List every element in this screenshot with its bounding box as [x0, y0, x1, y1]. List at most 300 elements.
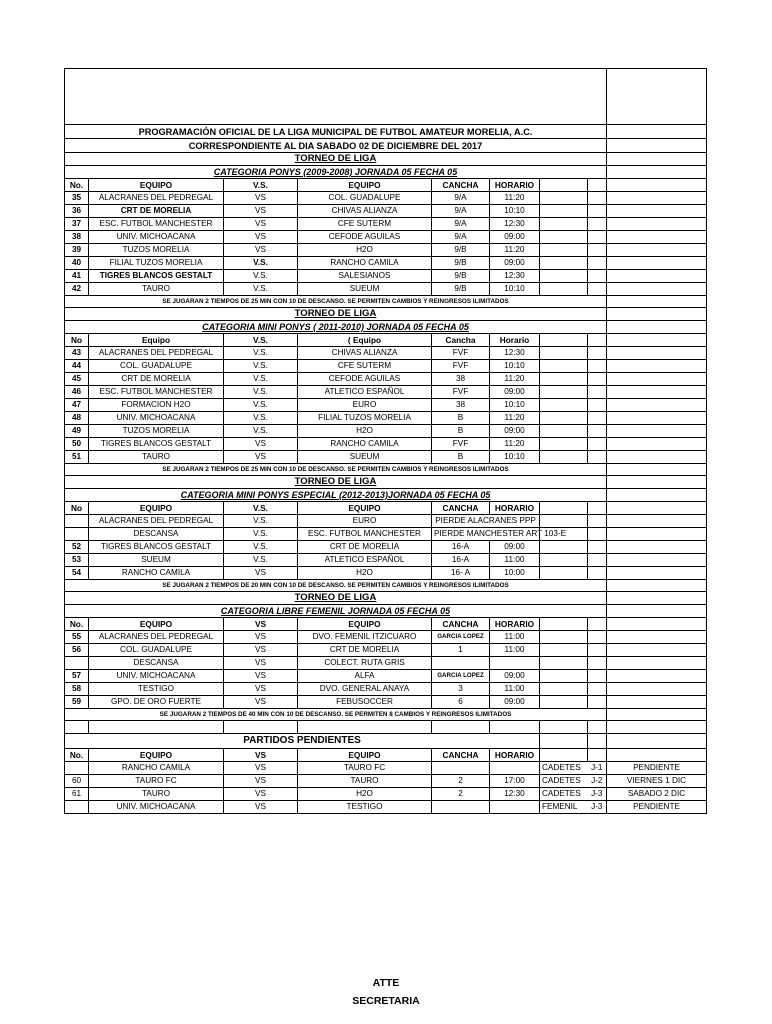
vs-label: V.S.	[224, 257, 298, 270]
side-cell	[607, 308, 707, 321]
column-header-row	[65, 502, 707, 515]
match-row	[65, 412, 707, 425]
match-number: 46	[65, 386, 89, 399]
equipo-visitante: SUEUM	[298, 451, 432, 464]
col-equipo-visitante-header: EQUIPO	[298, 618, 432, 631]
empty-cell	[607, 438, 707, 451]
match-row	[65, 231, 707, 244]
cancha: 9/A	[432, 218, 490, 231]
page-subtitle: CORRESPONDIENTE AL DIA SABADO 02 DE DICIEMBRE DEL 2017	[65, 139, 607, 153]
jornada-label: J-1	[588, 762, 607, 775]
empty-cell	[607, 218, 707, 231]
vs-label: VS	[224, 205, 298, 218]
categoria-title-text: CATEGORIA PONYS (2009-2008) JORNADA 05 FECHA 05	[213, 167, 458, 177]
categoria-row	[65, 605, 707, 618]
equipo-local: UNIV. MICHOACANA	[89, 412, 224, 425]
horario: 09:00	[490, 386, 540, 399]
empty-cell	[607, 644, 707, 657]
vs-label: V.S.	[224, 283, 298, 296]
match-row	[65, 399, 707, 412]
empty-cell	[607, 618, 707, 631]
match-row	[65, 205, 707, 218]
empty-cell	[588, 670, 607, 683]
cancha: 9/B	[432, 270, 490, 283]
cancha: 16-A	[432, 541, 490, 554]
col-equipo-visitante-header: ( Equipo	[298, 334, 432, 347]
empty-cell	[588, 749, 607, 762]
equipo-visitante: FILIAL TUZOS MORELIA	[298, 412, 432, 425]
side-cell	[607, 476, 707, 489]
cancha: FVF	[432, 347, 490, 360]
match-row	[65, 425, 707, 438]
horario: 10:10	[490, 283, 540, 296]
equipo-local: RANCHO CAMILA	[89, 762, 224, 775]
empty-cell	[540, 412, 588, 425]
empty-cell	[588, 657, 607, 670]
vs-label: VS	[224, 567, 298, 580]
equipo-visitante: DVO. FEMENIL ITZICUARO	[298, 631, 432, 644]
empty-cell	[607, 657, 707, 670]
equipo-local: GPO. DE ORO FUERTE	[89, 696, 224, 709]
empty-cell	[540, 425, 588, 438]
match-number	[65, 762, 89, 775]
empty-cell	[588, 618, 607, 631]
horario: 11:20	[490, 244, 540, 257]
equipo-visitante: CFE SUTERM	[298, 360, 432, 373]
equipo-visitante: CEFODE AGUILAS	[298, 231, 432, 244]
empty-cell	[588, 515, 607, 528]
schedule-sheet	[64, 68, 707, 814]
horario: 11:20	[490, 438, 540, 451]
horario: 12:30	[490, 788, 540, 801]
col-horario-header: HORARIO	[490, 618, 540, 631]
vs-label: V.S.	[224, 412, 298, 425]
horario: 17:00	[490, 775, 540, 788]
match-row	[65, 373, 707, 386]
equipo-local: UNIV. MICHOACANA	[89, 801, 224, 814]
match-row	[65, 541, 707, 554]
empty-cell	[607, 179, 707, 192]
pendientes-header-row	[65, 749, 707, 762]
match-row	[65, 283, 707, 296]
equipo-visitante: CFE SUTERM	[298, 218, 432, 231]
match-number: 53	[65, 554, 89, 567]
torneo-row	[65, 153, 707, 166]
equipo-visitante: H2O	[298, 244, 432, 257]
match-number: 44	[65, 360, 89, 373]
horario: 12:30	[490, 347, 540, 360]
empty-cell	[588, 334, 607, 347]
side-cell	[607, 592, 707, 605]
empty-cell	[607, 721, 707, 734]
pendientes-col-header: HORARIO	[490, 749, 540, 762]
empty-cell	[540, 696, 588, 709]
cancha: 9/B	[432, 244, 490, 257]
equipo-visitante: SUEUM	[298, 283, 432, 296]
match-number	[65, 801, 89, 814]
torneo-title	[65, 153, 607, 166]
match-row	[65, 696, 707, 709]
vs-label: VS	[224, 683, 298, 696]
equipo-local: FILIAL TUZOS MORELIA	[89, 257, 224, 270]
categoria-title	[65, 605, 607, 618]
empty-cell	[588, 451, 607, 464]
equipo-local: ALACRANES DEL PEDREGAL	[89, 347, 224, 360]
empty-cell	[588, 347, 607, 360]
empty-cell	[540, 373, 588, 386]
match-number: 42	[65, 283, 89, 296]
vs-label: VS	[224, 451, 298, 464]
equipo-local: TIGRES BLANCOS GESTALT	[89, 270, 224, 283]
torneo-title-text: TORNEO DE LIGA	[294, 308, 377, 319]
pendientes-col-header: CANCHA	[432, 749, 490, 762]
match-row	[65, 438, 707, 451]
equipo-local: COL. GUADALUPE	[89, 360, 224, 373]
pending-match-row	[65, 788, 707, 801]
empty-cell	[607, 696, 707, 709]
match-number: 57	[65, 670, 89, 683]
cancha: 16-A	[432, 554, 490, 567]
equipo-local: TIGRES BLANCOS GESTALT	[89, 541, 224, 554]
blank-side-cell	[607, 69, 707, 125]
col-vs-header: V.S.	[224, 502, 298, 515]
vs-label: V.S.	[224, 347, 298, 360]
match-number: 61	[65, 788, 89, 801]
equipo-visitante: TESTIGO	[298, 801, 432, 814]
equipo-visitante: RANCHO CAMILA	[298, 438, 432, 451]
vs-label: V.S.	[224, 425, 298, 438]
equipo-local: ESC. FUTBOL MANCHESTER	[89, 218, 224, 231]
col-horario-header: HORARIO	[490, 502, 540, 515]
empty-cell	[540, 231, 588, 244]
empty-cell	[588, 502, 607, 515]
empty-cell	[588, 192, 607, 205]
page-title: PROGRAMACIÓN OFICIAL DE LA LIGA MUNICIPAL DE FUTBOL AMATEUR MORELIA, A.C.	[65, 125, 607, 139]
subtitle-row	[65, 139, 707, 153]
col-equipo-local-header: EQUIPO	[89, 502, 224, 515]
empty-cell	[588, 179, 607, 192]
match-number: 45	[65, 373, 89, 386]
empty-cell	[540, 644, 588, 657]
match-number: 48	[65, 412, 89, 425]
empty-cell	[607, 244, 707, 257]
empty-cell	[607, 270, 707, 283]
pending-match-row	[65, 801, 707, 814]
vs-label: VS	[224, 438, 298, 451]
cancha	[432, 801, 490, 814]
empty-cell	[540, 270, 588, 283]
side-cell	[607, 489, 707, 502]
empty-cell	[298, 721, 432, 734]
equipo-visitante: CEFODE AGUILAS	[298, 373, 432, 386]
match-row	[65, 528, 707, 541]
empty-cell	[588, 231, 607, 244]
vs-label: VS	[224, 762, 298, 775]
equipo-local: SUEUM	[89, 554, 224, 567]
match-result: PIERDE MANCHESTER ART 103-E	[432, 528, 540, 541]
footer-atte: ATTE	[372, 977, 400, 989]
horario: 09:00	[490, 231, 540, 244]
cancha: 9/B	[432, 283, 490, 296]
categoria-title	[65, 489, 607, 502]
match-number: 38	[65, 231, 89, 244]
match-row	[65, 257, 707, 270]
cancha: 38	[432, 399, 490, 412]
equipo-visitante: CRT DE MORELIA	[298, 644, 432, 657]
horario: 10:10	[490, 451, 540, 464]
horario: 09:00	[490, 670, 540, 683]
equipo-local: RANCHO CAMILA	[89, 567, 224, 580]
match-row	[65, 386, 707, 399]
col-horario-header: Horario	[490, 334, 540, 347]
empty-cell	[607, 399, 707, 412]
empty-cell	[588, 528, 607, 541]
cancha: B	[432, 425, 490, 438]
vs-label: V.S.	[224, 528, 298, 541]
horario: 12:30	[490, 218, 540, 231]
horario: 09:00	[490, 257, 540, 270]
empty-cell	[607, 541, 707, 554]
empty-cell	[607, 567, 707, 580]
cancha: 2	[432, 775, 490, 788]
match-number: 60	[65, 775, 89, 788]
horario: 10:00	[490, 567, 540, 580]
side-cell	[607, 464, 707, 476]
vs-label: V.S.	[224, 515, 298, 528]
match-number: 54	[65, 567, 89, 580]
rules-note-row	[65, 580, 707, 592]
categoria-row	[65, 166, 707, 179]
empty-cell	[588, 244, 607, 257]
side-cell	[607, 125, 707, 139]
horario: 11:20	[490, 412, 540, 425]
column-header-row	[65, 179, 707, 192]
side-cell	[607, 139, 707, 153]
empty-cell	[540, 670, 588, 683]
match-number	[65, 515, 89, 528]
equipo-visitante: EURO	[298, 399, 432, 412]
rules-note: SE JUGARAN 2 TIEMPOS DE 40 MIN CON 10 DE DESCANSO. SE PERMITEN 8 CAMBIOS Y REINGRESOS ILIMITADOS	[65, 709, 607, 721]
empty-cell	[588, 283, 607, 296]
equipo-local: DESCANSA	[89, 657, 224, 670]
equipo-local: UNIV. MICHOACANA	[89, 670, 224, 683]
horario: 11:00	[490, 554, 540, 567]
vs-label: VS	[224, 696, 298, 709]
cancha: FVF	[432, 438, 490, 451]
categoria-title-text: CATEGORIA MINI PONYS ( 2011-2010) JORNADA 05 FECHA 05	[202, 322, 469, 332]
horario: 09:00	[490, 541, 540, 554]
empty-cell	[588, 360, 607, 373]
match-row	[65, 567, 707, 580]
categoria-title	[65, 321, 607, 334]
pendientes-title-row	[65, 734, 707, 749]
vs-label: VS	[224, 192, 298, 205]
pendientes-col-header: No.	[65, 749, 89, 762]
jornada-label: J-3	[588, 788, 607, 801]
empty-cell	[540, 515, 588, 528]
horario: 09:00	[490, 696, 540, 709]
empty-cell	[607, 749, 707, 762]
categoria-row	[65, 321, 707, 334]
rules-note-row	[65, 709, 707, 721]
equipo-local: ALACRANES DEL PEDREGAL	[89, 515, 224, 528]
match-number: 35	[65, 192, 89, 205]
cancha: B	[432, 412, 490, 425]
match-row	[65, 554, 707, 567]
horario: 10:10	[490, 205, 540, 218]
equipo-visitante: CRT DE MORELIA	[298, 541, 432, 554]
equipo-visitante: FEBUSOCCER	[298, 696, 432, 709]
col-equipo-visitante-header: EQUIPO	[298, 179, 432, 192]
torneo-row	[65, 476, 707, 489]
match-row	[65, 360, 707, 373]
empty-cell	[588, 631, 607, 644]
torneo-title	[65, 592, 607, 605]
equipo-visitante: RANCHO CAMILA	[298, 257, 432, 270]
empty-cell	[540, 218, 588, 231]
empty-cell	[540, 657, 588, 670]
equipo-visitante: H2O	[298, 567, 432, 580]
horario: 11:00	[490, 631, 540, 644]
equipo-visitante: DVO. GENERAL ANAYA	[298, 683, 432, 696]
empty-cell	[607, 412, 707, 425]
empty-cell	[588, 218, 607, 231]
empty-cell	[588, 734, 607, 749]
match-number: 56	[65, 644, 89, 657]
pending-status: PENDIENTE	[607, 762, 707, 775]
match-number: 47	[65, 399, 89, 412]
match-number	[65, 657, 89, 670]
equipo-visitante: CHIVAS ALIANZA	[298, 205, 432, 218]
side-cell	[607, 709, 707, 721]
equipo-visitante: SALESIANOS	[298, 270, 432, 283]
equipo-local: TUZOS MORELIA	[89, 244, 224, 257]
empty-cell	[607, 360, 707, 373]
empty-cell	[540, 179, 588, 192]
empty-cell	[588, 425, 607, 438]
empty-cell	[432, 721, 490, 734]
pendientes-col-header: EQUIPO	[89, 749, 224, 762]
equipo-visitante: ALFA	[298, 670, 432, 683]
cancha: FVF	[432, 386, 490, 399]
empty-cell	[490, 721, 540, 734]
cancha: FVF	[432, 360, 490, 373]
match-number: 36	[65, 205, 89, 218]
match-row	[65, 218, 707, 231]
blank-header-row	[65, 69, 707, 125]
equipo-local: CRT DE MORELIA	[89, 373, 224, 386]
equipo-visitante: H2O	[298, 425, 432, 438]
empty-cell	[607, 425, 707, 438]
col-cancha-header: CANCHA	[432, 618, 490, 631]
col-vs-header: V.S.	[224, 179, 298, 192]
category-label: CADETES	[540, 775, 588, 788]
equipo-local: CRT DE MORELIA	[89, 205, 224, 218]
match-row	[65, 670, 707, 683]
horario	[490, 762, 540, 775]
cancha: 16- A	[432, 567, 490, 580]
equipo-local: ESC. FUTBOL MANCHESTER	[89, 386, 224, 399]
match-row	[65, 192, 707, 205]
empty-cell	[588, 683, 607, 696]
column-header-row	[65, 334, 707, 347]
empty-cell	[607, 670, 707, 683]
empty-cell	[540, 618, 588, 631]
empty-cell	[540, 631, 588, 644]
empty-cell	[540, 734, 588, 749]
horario: 11:20	[490, 373, 540, 386]
cancha: 1	[432, 644, 490, 657]
equipo-local: UNIV. MICHOACANA	[89, 231, 224, 244]
category-label: FEMENIL	[540, 801, 588, 814]
side-cell	[607, 166, 707, 179]
empty-cell	[540, 554, 588, 567]
empty-cell	[540, 347, 588, 360]
jornada-label: J-2	[588, 775, 607, 788]
horario	[490, 657, 540, 670]
match-number: 52	[65, 541, 89, 554]
match-number: 39	[65, 244, 89, 257]
empty-cell	[224, 721, 298, 734]
torneo-row	[65, 308, 707, 321]
horario	[490, 801, 540, 814]
col-no-header: No	[65, 334, 89, 347]
vs-label: V.S.	[224, 541, 298, 554]
footer-secretaria: SECRETARIA	[352, 995, 420, 1007]
horario: 11:00	[490, 683, 540, 696]
empty-cell	[607, 334, 707, 347]
empty-cell	[540, 502, 588, 515]
torneo-title	[65, 308, 607, 321]
empty-cell	[588, 412, 607, 425]
side-cell	[607, 321, 707, 334]
match-number: 50	[65, 438, 89, 451]
rules-note: SE JUGARAN 2 TIEMPOS DE 25 MIN CON 10 DE DESCANSO. SE PERMITEN CAMBIOS Y REINGRESOS ILIMITADOS	[65, 296, 607, 308]
empty-cell	[607, 554, 707, 567]
vs-label: VS	[224, 788, 298, 801]
match-number: 43	[65, 347, 89, 360]
equipo-visitante: TAURO FC	[298, 762, 432, 775]
equipo-visitante: CHIVAS ALIANZA	[298, 347, 432, 360]
match-number: 51	[65, 451, 89, 464]
empty-cell	[588, 696, 607, 709]
empty-cell	[540, 283, 588, 296]
cancha: 3	[432, 683, 490, 696]
horario: 12:30	[490, 270, 540, 283]
empty-cell	[607, 257, 707, 270]
empty-cell	[607, 683, 707, 696]
col-equipo-local-header: EQUIPO	[89, 618, 224, 631]
horario: 09:00	[490, 425, 540, 438]
match-number: 58	[65, 683, 89, 696]
vs-label: VS	[224, 775, 298, 788]
match-row	[65, 657, 707, 670]
torneo-title	[65, 476, 607, 489]
empty-cell	[607, 347, 707, 360]
equipo-visitante: ESC. FUTBOL MANCHESTER	[298, 528, 432, 541]
col-vs-header: V.S.	[224, 334, 298, 347]
vs-label: VS	[224, 644, 298, 657]
cancha	[432, 762, 490, 775]
torneo-row	[65, 592, 707, 605]
equipo-local: TESTIGO	[89, 683, 224, 696]
vs-label: VS	[224, 801, 298, 814]
col-no-header: No	[65, 502, 89, 515]
vs-label: V.S.	[224, 554, 298, 567]
match-number: 37	[65, 218, 89, 231]
match-row	[65, 515, 707, 528]
col-vs-header: VS	[224, 618, 298, 631]
